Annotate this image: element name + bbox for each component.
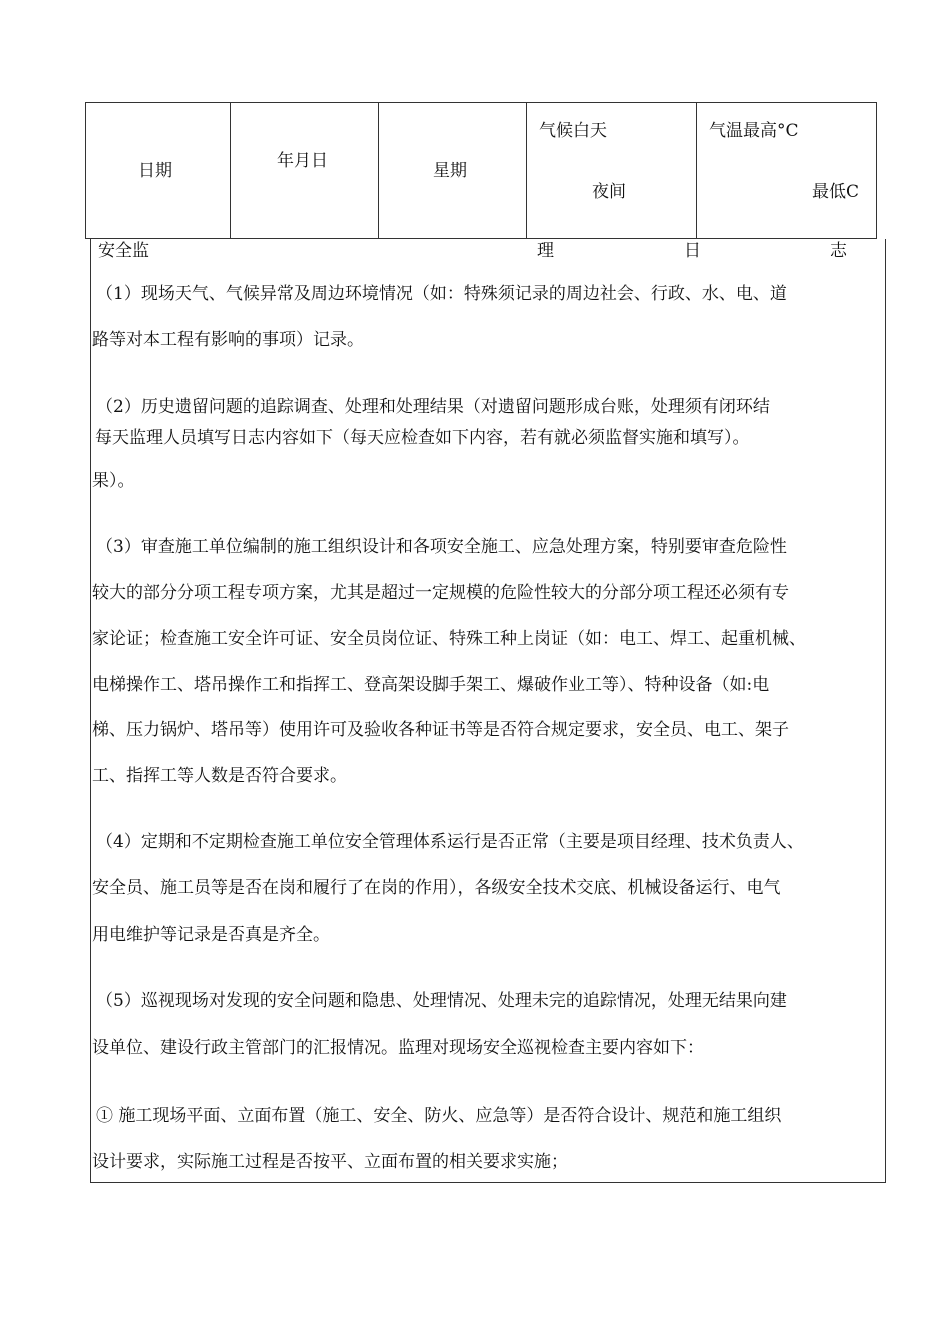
item3-line2: 较大的部分分项工程专项方案，尤其是超过一定规模的危险性较大的分部分项工程还必须有专 <box>92 583 789 603</box>
item3-line1: （3）审查施工单位编制的施工组织设计和各项安全施工、应急处理方案，特别要审查危险性 <box>96 537 787 557</box>
date-label: 日期 <box>138 161 172 181</box>
item2-line2: 每天监理人员填写日志内容如下（每天应检查如下内容，若有就必须监督实施和填写）。 <box>95 428 750 448</box>
weather-cell <box>527 103 697 239</box>
item3-line4: 电梯操作工、塔吊操作工和指挥工、登高架设脚手架工、爆破作业工等）、特种设备（如:电 <box>92 675 770 695</box>
item4-line2: 安全员、施工员等是否在岗和履行了在岗的作用），各级安全技术交底、机械设备运行、电气 <box>92 878 781 898</box>
log-title-part1: 安全监 <box>98 241 149 261</box>
item3-line5: 梯、压力锅炉、塔吊等）使用许可及验收各种证书等是否符合规定要求，安全员、电工、架子 <box>92 720 789 740</box>
item2-line1: （2）历史遗留问题的追踪调查、处理和处理结果（对遗留问题形成台账，处理须有闭环结 <box>96 397 770 417</box>
sub-item1-line2: 设计要求，实际施工过程是否按平、立面布置的相关要求实施； <box>92 1152 568 1172</box>
log-title-part4: 志 <box>830 241 847 261</box>
weekday-label: 星期 <box>433 161 467 181</box>
item4-line1: （4）定期和不定期检查施工单位安全管理体系运行是否正常（主要是项目经理、技术负责人、 <box>96 832 804 852</box>
weekday-cell <box>379 103 527 239</box>
log-title-part2: 理 <box>537 241 554 261</box>
item1-line2: 路等对本工程有影响的事项）记录。 <box>92 330 364 350</box>
item3-line6: 工、指挥工等人数是否符合要求。 <box>92 766 347 786</box>
item4-line3: 用电维护等记录是否真是齐全。 <box>92 925 330 945</box>
item5-line2: 设单位、建设行政主管部门的汇报情况。监理对现场安全巡视检查主要内容如下： <box>92 1038 704 1058</box>
temperature-cell <box>697 103 877 239</box>
header-table <box>85 102 877 239</box>
item3-line3: 家论证；检查施工安全许可证、安全员岗位证、特殊工种上岗证（如：电工、焊工、起重机械、 <box>92 629 806 649</box>
temp-high-label: 气温最高°C <box>709 121 799 141</box>
ymd-label: 年月日 <box>277 151 328 171</box>
log-title-part3: 日 <box>684 241 701 261</box>
weather-day-label: 气候白天 <box>539 121 607 141</box>
item1-line1: （1）现场天气、气候异常及周边环境情况（如：特殊须记录的周边社会、行政、水、电、道 <box>96 284 787 304</box>
sub-item1-line1: ① 施工现场平面、立面布置（施工、安全、防火、应急等）是否符合设计、规范和施工组织 <box>96 1106 782 1126</box>
weather-night-label: 夜间 <box>592 182 626 202</box>
temp-low-label: 最低C <box>812 182 860 202</box>
ymd-cell <box>231 103 379 239</box>
date-cell <box>86 103 231 239</box>
item5-line1: （5）巡视现场对发现的安全问题和隐患、处理情况、处理未完的追踪情况，处理无结果向建 <box>96 991 787 1011</box>
item2-line3: 果）。 <box>92 471 135 491</box>
